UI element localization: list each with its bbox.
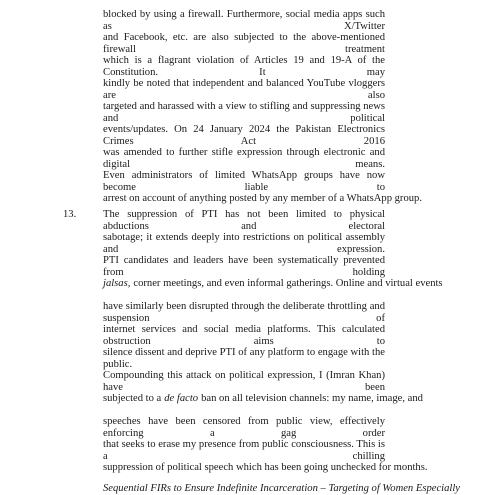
para12-line-7: was amended to further stifle expression through electronic and digital means. — [103, 147, 385, 170]
paragraph-number: 13. — [63, 209, 77, 220]
para12-line-9: arrest on account of anything posted by any member of a WhatsApp group. — [103, 193, 423, 204]
para13-line-7: silence dissent and deprive PTI of any platform to engage with the public. — [103, 347, 385, 370]
para13-line-9a: subjected to a — [103, 393, 162, 404]
para12-line-2: and Facebook, etc. are also subjected to the above-mentioned firewall treatment — [103, 32, 385, 55]
para13-line-8: Compounding this attack on political expression, I (Imran Khan) have been — [103, 370, 385, 393]
para13-line-4-text: corner meetings, and even informal gatherings. Online and virtual events — [133, 278, 443, 289]
italic-term-jalsas: jalsas, — [103, 278, 131, 289]
para12-line-5: targeted and harassed with a view to stifling and suppressing news and political — [103, 101, 385, 124]
para13-line-12: suppression of political speech which has been going unchecked for months. — [103, 462, 428, 473]
cut-off-line — [0, 0, 480, 3]
para13-line-2: sabotage; it extends deeply into restrictions on political assembly and expression. — [103, 232, 385, 255]
section-heading: Sequential FIRs to Ensure Indefinite Incarceration – Targeting of Women Especially — [103, 483, 460, 494]
para13-line-9b: ban on all television channels: my name, image, and — [201, 393, 423, 404]
para12-line-8: Even administrators of limited WhatsApp groups have now become liable to — [103, 170, 385, 193]
para12-line-6: events/updates. On 24 January 2024 the Pakistan Electronics Crimes Act 2016 — [103, 124, 385, 147]
partial-text-line — [103, 0, 106, 5]
para13-line-3: PTI candidates and leaders have been systematically prevented from holding — [103, 255, 385, 278]
para13-line-9 — [103, 393, 423, 405]
para13-line-1: The suppression of PTI has not been limited to physical abductions and electoral — [103, 209, 385, 232]
para13-line-11: that seeks to erase my presence from public consciousness. This is a chilling — [103, 439, 385, 462]
para13-line-5: have similarly been disrupted through the deliberate throttling and suspension of — [103, 301, 385, 324]
para13-line-10: speeches have been censored from public view, effectively enforcing a gag order — [103, 416, 385, 439]
para12-line-4: kindly be noted that independent and balanced YouTube vloggers are also — [103, 78, 385, 101]
italic-term-de-facto: de facto — [164, 393, 199, 404]
para12-line-3: which is a flagrant violation of Articles 19 and 19-A of the Constitution. It may — [103, 55, 385, 78]
para13-line-4 — [103, 278, 443, 290]
para13-line-6: internet services and social media platforms. This calculated obstruction aims to — [103, 324, 385, 347]
para12-line-1: blocked by using a firewall. Furthermore, social media apps such as X/Twitter — [103, 9, 385, 32]
